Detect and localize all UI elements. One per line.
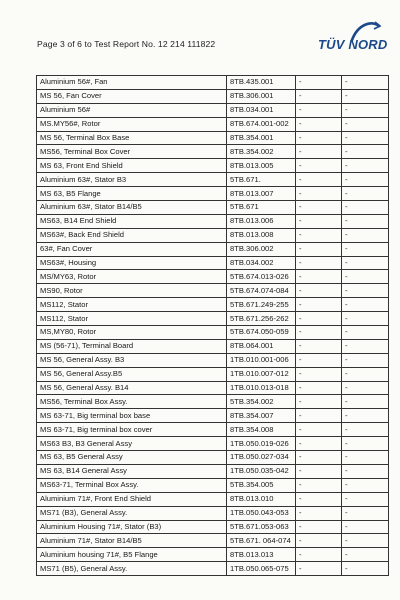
- column4-cell: -: [342, 548, 389, 562]
- column4-cell: -: [342, 89, 389, 103]
- part-code-cell: 8TB.354.002: [227, 145, 296, 159]
- column3-cell: -: [296, 76, 342, 90]
- table-row: [37, 117, 389, 131]
- table-row: [37, 451, 389, 465]
- column4-cell: -: [342, 520, 389, 534]
- table-row: [37, 228, 389, 242]
- column3-cell: -: [296, 284, 342, 298]
- table-row: [37, 298, 389, 312]
- column3-cell: -: [296, 409, 342, 423]
- column3-cell: -: [296, 464, 342, 478]
- table-row: [37, 312, 389, 326]
- part-name-cell: MS63, B14 End Shield: [37, 214, 227, 228]
- column4-cell: -: [342, 437, 389, 451]
- logo-swoosh-icon: [348, 20, 382, 42]
- column3-cell: -: [296, 312, 342, 326]
- part-code-cell: 5TB.671.256-262: [227, 312, 296, 326]
- part-code-cell: 8TB.013.007: [227, 187, 296, 201]
- column3-cell: -: [296, 270, 342, 284]
- table-row: [37, 423, 389, 437]
- part-name-cell: MS 63-71, Big terminal box base: [37, 409, 227, 423]
- part-code-cell: 5TB.671. 064-074: [227, 534, 296, 548]
- part-code-cell: 8TB.034.002: [227, 256, 296, 270]
- column3-cell: -: [296, 201, 342, 215]
- part-name-cell: Aluminium 56#, Fan: [37, 76, 227, 90]
- part-name-cell: MS71 (B5), General Assy.: [37, 562, 227, 576]
- column4-cell: -: [342, 284, 389, 298]
- column4-cell: -: [342, 478, 389, 492]
- column4-cell: -: [342, 228, 389, 242]
- column4-cell: -: [342, 367, 389, 381]
- column4-cell: -: [342, 242, 389, 256]
- column4-cell: -: [342, 145, 389, 159]
- table-row: [37, 103, 389, 117]
- table-row: [37, 339, 389, 353]
- table-row: [37, 187, 389, 201]
- part-code-cell: 1TB.050.027-034: [227, 451, 296, 465]
- part-name-cell: Aluminium 71#, Stator B14/B5: [37, 534, 227, 548]
- part-code-cell: 8TB.013.013: [227, 548, 296, 562]
- part-code-cell: 8TB.435.001: [227, 76, 296, 90]
- part-code-cell: 5TB.674.050-059: [227, 326, 296, 340]
- table-row: [37, 395, 389, 409]
- part-name-cell: MS56, Terminal Box Assy.: [37, 395, 227, 409]
- column3-cell: -: [296, 506, 342, 520]
- column3-cell: -: [296, 339, 342, 353]
- part-code-cell: 5TB.674.013-026: [227, 270, 296, 284]
- column3-cell: -: [296, 492, 342, 506]
- part-code-cell: 1TB.050.035-042: [227, 464, 296, 478]
- part-name-cell: MS 56, General Assy. B14: [37, 381, 227, 395]
- column4-cell: -: [342, 395, 389, 409]
- column3-cell: -: [296, 117, 342, 131]
- table-row: [37, 76, 389, 90]
- column3-cell: -: [296, 381, 342, 395]
- column4-cell: -: [342, 492, 389, 506]
- part-name-cell: MS 63, B5 General Assy: [37, 451, 227, 465]
- part-name-cell: MS,MY80, Rotor: [37, 326, 227, 340]
- column3-cell: -: [296, 103, 342, 117]
- table-row: [37, 478, 389, 492]
- column4-cell: -: [342, 353, 389, 367]
- part-code-cell: 8TB.306.001: [227, 89, 296, 103]
- table-row: [37, 367, 389, 381]
- tuv-nord-logo: [318, 20, 388, 54]
- column3-cell: -: [296, 187, 342, 201]
- column4-cell: -: [342, 534, 389, 548]
- column4-cell: -: [342, 562, 389, 576]
- part-name-cell: Aluminium Housing 71#, Stator (B3): [37, 520, 227, 534]
- table-row: [37, 437, 389, 451]
- column3-cell: -: [296, 478, 342, 492]
- part-code-cell: 8TB.354.001: [227, 131, 296, 145]
- part-name-cell: MS112, Stator: [37, 312, 227, 326]
- column4-cell: -: [342, 117, 389, 131]
- part-code-cell: 5TB.671: [227, 201, 296, 215]
- part-name-cell: MS112, Stator: [37, 298, 227, 312]
- part-name-cell: MS 56, General Assy. B3: [37, 353, 227, 367]
- part-code-cell: 8TB.306.002: [227, 242, 296, 256]
- table-row: [37, 409, 389, 423]
- column3-cell: -: [296, 353, 342, 367]
- column4-cell: -: [342, 506, 389, 520]
- column3-cell: -: [296, 214, 342, 228]
- part-name-cell: MS56, Terminal Box Cover: [37, 145, 227, 159]
- table-row: [37, 89, 389, 103]
- part-name-cell: Aluminium 63#, Stator B3: [37, 173, 227, 187]
- table-row: [37, 131, 389, 145]
- column4-cell: -: [342, 76, 389, 90]
- table-row: [37, 173, 389, 187]
- table-row: [37, 145, 389, 159]
- part-code-cell: 8TB.674.001-002: [227, 117, 296, 131]
- column4-cell: -: [342, 298, 389, 312]
- column4-cell: -: [342, 187, 389, 201]
- part-name-cell: Aluminium 56#: [37, 103, 227, 117]
- parts-table: [36, 75, 389, 576]
- part-name-cell: MS 56, General Assy.B5: [37, 367, 227, 381]
- column3-cell: -: [296, 534, 342, 548]
- table-row: [37, 464, 389, 478]
- part-name-cell: Aluminium housing 71#, B5 Flange: [37, 548, 227, 562]
- parts-table-body: [37, 76, 389, 576]
- table-row: [37, 326, 389, 340]
- part-name-cell: MS.MY56#, Rotor: [37, 117, 227, 131]
- column4-cell: -: [342, 464, 389, 478]
- part-name-cell: MS 63, Front End Shield: [37, 159, 227, 173]
- column4-cell: -: [342, 131, 389, 145]
- part-code-cell: 8TB.013.005: [227, 159, 296, 173]
- part-name-cell: MS 63, B5 Flange: [37, 187, 227, 201]
- part-code-cell: 8TB.013.010: [227, 492, 296, 506]
- part-name-cell: MS 56, Terminal Box Base: [37, 131, 227, 145]
- part-name-cell: Aluminium 63#, Stator B14/B5: [37, 201, 227, 215]
- column3-cell: -: [296, 367, 342, 381]
- column3-cell: -: [296, 159, 342, 173]
- column3-cell: -: [296, 520, 342, 534]
- page-header-text: Page 3 of 6 to Test Report No. 12 214 111822: [37, 39, 216, 49]
- table-row: [37, 520, 389, 534]
- column3-cell: -: [296, 423, 342, 437]
- table-row: [37, 242, 389, 256]
- column3-cell: -: [296, 173, 342, 187]
- column4-cell: -: [342, 103, 389, 117]
- part-name-cell: Aluminium 71#, Front End Shield: [37, 492, 227, 506]
- column4-cell: -: [342, 423, 389, 437]
- column3-cell: -: [296, 437, 342, 451]
- column4-cell: -: [342, 173, 389, 187]
- part-code-cell: 1TB.010.013-018: [227, 381, 296, 395]
- part-code-cell: 1TB.010.001-006: [227, 353, 296, 367]
- column3-cell: -: [296, 451, 342, 465]
- part-name-cell: MS71 (B3), General Assy.: [37, 506, 227, 520]
- table-row: [37, 492, 389, 506]
- table-row: [37, 256, 389, 270]
- part-name-cell: 63#, Fan Cover: [37, 242, 227, 256]
- part-code-cell: 8TB.354.008: [227, 423, 296, 437]
- column3-cell: -: [296, 89, 342, 103]
- part-name-cell: MS (56-71), Terminal Board: [37, 339, 227, 353]
- part-name-cell: MS/MY63, Rotor: [37, 270, 227, 284]
- part-code-cell: 1TB.050.065-075: [227, 562, 296, 576]
- part-name-cell: MS 63, B14 General Assy: [37, 464, 227, 478]
- part-code-cell: 1TB.050.043-053: [227, 506, 296, 520]
- table-row: [37, 284, 389, 298]
- part-name-cell: MS63-71, Terminal Box Assy.: [37, 478, 227, 492]
- table-row: [37, 548, 389, 562]
- column3-cell: -: [296, 298, 342, 312]
- column4-cell: -: [342, 214, 389, 228]
- part-name-cell: MS63#, Back End Shield: [37, 228, 227, 242]
- table-row: [37, 353, 389, 367]
- part-name-cell: MS 63-71, Big terminal box cover: [37, 423, 227, 437]
- column3-cell: -: [296, 242, 342, 256]
- column4-cell: -: [342, 326, 389, 340]
- part-code-cell: 8TB.013.006: [227, 214, 296, 228]
- column4-cell: -: [342, 201, 389, 215]
- table-row: [37, 506, 389, 520]
- column3-cell: -: [296, 131, 342, 145]
- column4-cell: -: [342, 256, 389, 270]
- column3-cell: -: [296, 228, 342, 242]
- column3-cell: -: [296, 256, 342, 270]
- part-name-cell: MS63 B3, B3 General Assy: [37, 437, 227, 451]
- table-row: [37, 381, 389, 395]
- table-row: [37, 534, 389, 548]
- table-row: [37, 270, 389, 284]
- logo-text: TÜV NORD: [318, 37, 388, 52]
- part-code-cell: 5TB.671.053-063: [227, 520, 296, 534]
- part-code-cell: 5TB.674.074-084: [227, 284, 296, 298]
- part-code-cell: 5TB.354.002: [227, 395, 296, 409]
- column4-cell: -: [342, 409, 389, 423]
- part-code-cell: 8TB.354.007: [227, 409, 296, 423]
- column4-cell: -: [342, 270, 389, 284]
- column3-cell: -: [296, 326, 342, 340]
- part-code-cell: 1TB.010.007-012: [227, 367, 296, 381]
- column4-cell: -: [342, 159, 389, 173]
- part-name-cell: MS90, Rotor: [37, 284, 227, 298]
- column4-cell: -: [342, 381, 389, 395]
- part-name-cell: MS 56, Fan Cover: [37, 89, 227, 103]
- table-row: [37, 159, 389, 173]
- column3-cell: -: [296, 548, 342, 562]
- part-code-cell: 5TB.671.: [227, 173, 296, 187]
- column3-cell: -: [296, 145, 342, 159]
- part-code-cell: 5TB.354.005: [227, 478, 296, 492]
- part-code-cell: 1TB.050.019-026: [227, 437, 296, 451]
- part-code-cell: 5TB.671.249-255: [227, 298, 296, 312]
- table-row: [37, 214, 389, 228]
- column4-cell: -: [342, 339, 389, 353]
- table-row: [37, 201, 389, 215]
- part-code-cell: 8TB.013.008: [227, 228, 296, 242]
- column3-cell: -: [296, 395, 342, 409]
- part-name-cell: MS63#, Housing: [37, 256, 227, 270]
- part-code-cell: 8TB.064.001: [227, 339, 296, 353]
- column4-cell: -: [342, 451, 389, 465]
- part-code-cell: 8TB.034.001: [227, 103, 296, 117]
- column3-cell: -: [296, 562, 342, 576]
- column4-cell: -: [342, 312, 389, 326]
- table-row: [37, 562, 389, 576]
